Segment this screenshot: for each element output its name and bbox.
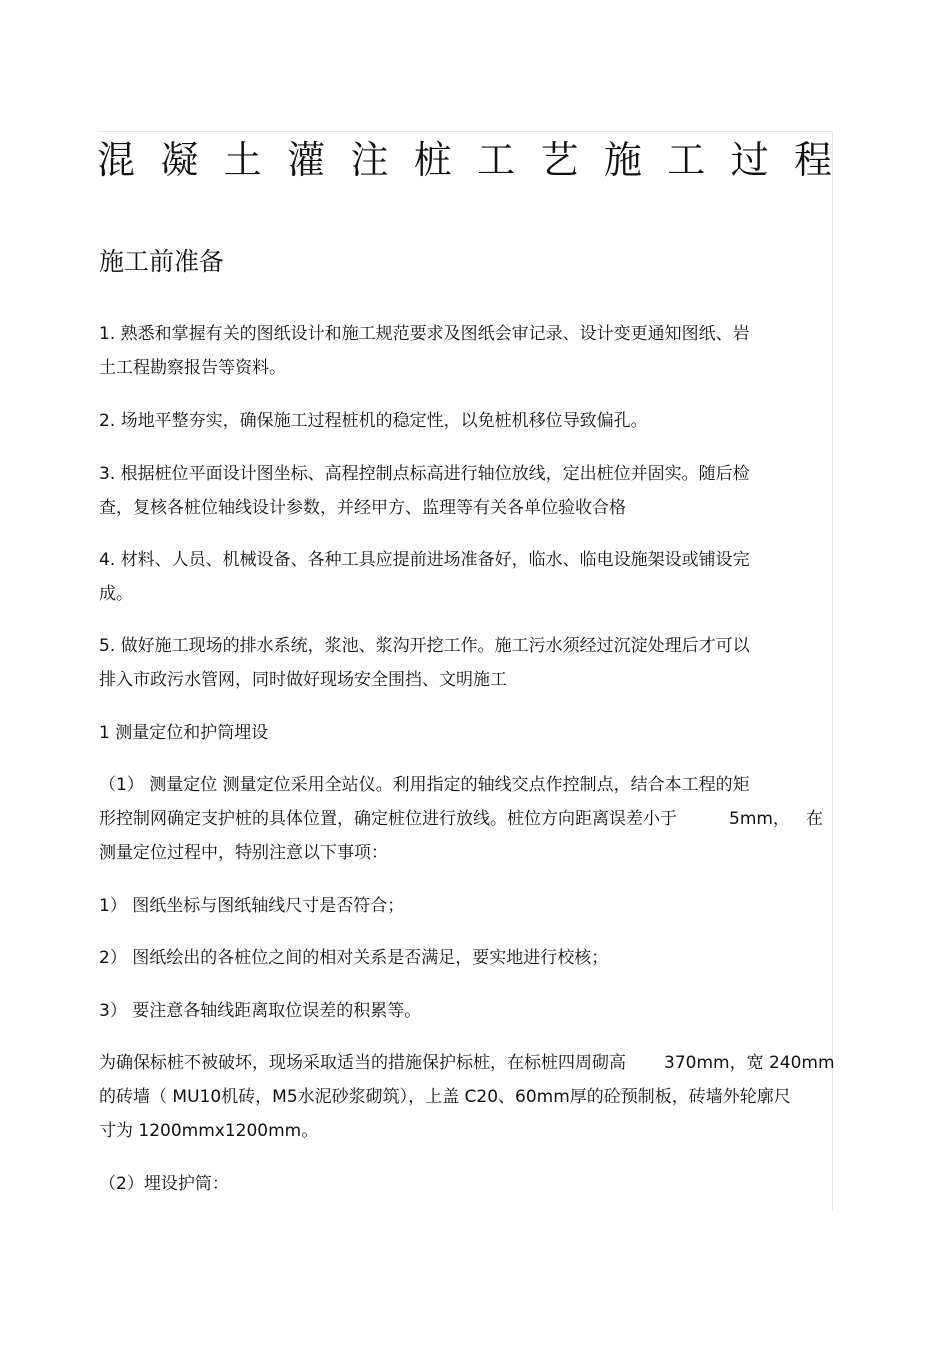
measurement-value: 370mm，宽 240mm (664, 1053, 835, 1073)
title-char: 艺 (540, 138, 579, 182)
paragraph-line: 测量定位过程中，特别注意以下事项： (99, 843, 388, 863)
line-text: 形控制网确定支护桩的具体位置，确定桩位进行放线。桩位方向距离误差小于 (99, 809, 677, 829)
paragraph-line: 1. 熟悉和掌握有关的图纸设计和施工规范要求及图纸会审记录、设计变更通知图纸、岩 (99, 324, 750, 344)
section-heading: 施工前准备 (99, 247, 225, 276)
paragraph-line: 的砖墙（ MU10机砖，M5水泥砂浆砌筑），上盖 C20、60mm厚的砼预制板，砖墙外轮廓尺 (99, 1087, 791, 1107)
title-char: 灌 (287, 138, 326, 182)
title-char: 凝 (160, 138, 199, 182)
title-char: 混 (97, 138, 136, 182)
title-char: 桩 (413, 138, 452, 182)
paragraph-line: 排入市政污水管网，同时做好现场安全围挡、文明施工 (99, 670, 507, 690)
title-char: 土 (223, 138, 262, 182)
title-char: 工 (477, 138, 516, 182)
paragraph-line (99, 1046, 835, 1080)
paragraph-line (99, 802, 823, 836)
paragraph-line: 土工程勘察报告等资料。 (99, 358, 286, 378)
paragraph-line: 成。 (99, 584, 133, 604)
title-char: 工 (667, 138, 706, 182)
document-title (97, 132, 832, 188)
paragraph-line: （1） 测量定位 测量定位采用全站仪。利用指定的轴线交点作控制点，结合本工程的矩 (99, 775, 750, 795)
paragraph-line: 查，复核各桩位轴线设计参数，并经甲方、监理等有关各单位验收合格 (99, 498, 626, 518)
title-char: 过 (730, 138, 769, 182)
list-item: 1） 图纸坐标与图纸轴线尺寸是否符合； (99, 896, 405, 916)
list-item: 2） 图纸绘出的各桩位之间的相对关系是否满足，要实地进行校核； (99, 948, 609, 968)
paragraph-line: 4. 材料、人员、机械设备、各种工具应提前进场准备好，临水、临电设施架设或铺设完 (99, 550, 750, 570)
paragraph-line: 5. 做好施工现场的排水系统，浆池、浆沟开挖工作。施工污水须经过沉淀处理后才可以 (99, 636, 750, 656)
paragraph-line: 3. 根据桩位平面设计图坐标、高程控制点标高进行轴位放线，定出桩位并固实。随后检 (99, 464, 750, 484)
title-char: 施 (603, 138, 642, 182)
line-text: 在 (805, 809, 823, 829)
subsection-heading: （2）埋设护筒： (99, 1174, 229, 1194)
line-text: 为确保标桩不被破坏，现场采取适当的措施保护标桩，在标桩四周砌高 (99, 1053, 626, 1073)
title-char: 注 (350, 138, 389, 182)
subsection-heading: 1 测量定位和护筒埋设 (99, 723, 269, 743)
title-char: 程 (793, 138, 832, 182)
paragraph-line: 寸为 1200mmx1200mm。 (99, 1121, 319, 1141)
list-item: 3） 要注意各轴线距离取位误差的积累等。 (99, 1001, 422, 1021)
measurement-value: 5mm， (729, 809, 790, 829)
paragraph-line: 2. 场地平整夯实，确保施工过程桩机的稳定性，以免桩机移位导致偏孔。 (99, 411, 648, 431)
